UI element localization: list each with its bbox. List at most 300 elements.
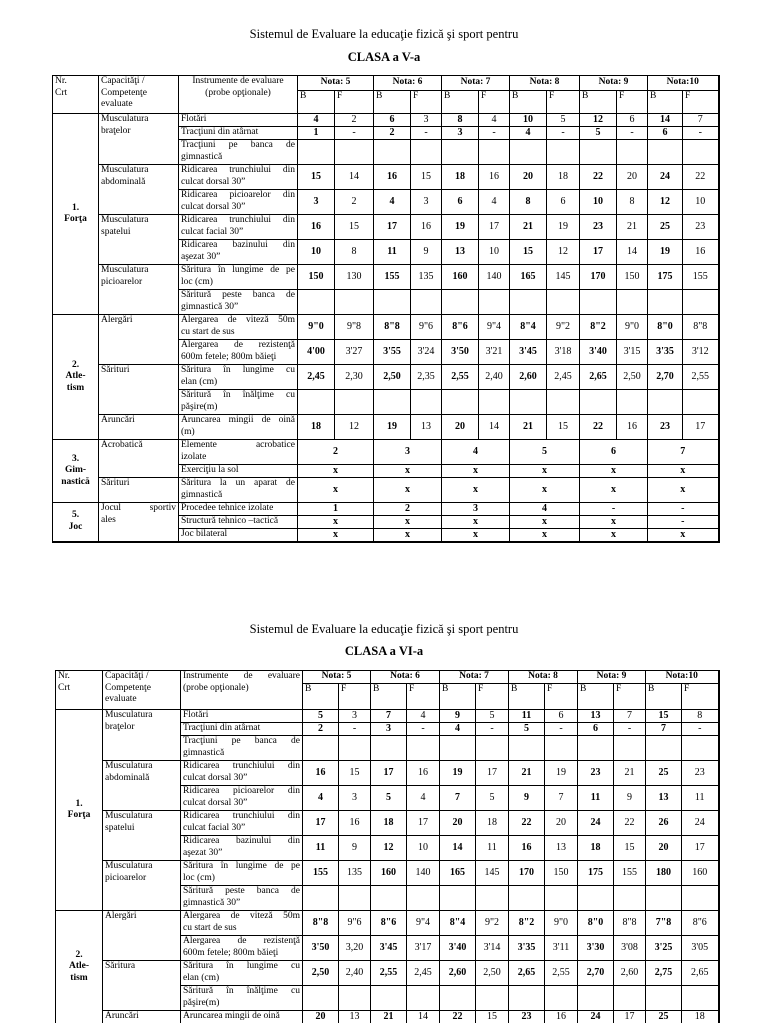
instrument-cell [179,190,298,215]
score-b-cell: 17 [303,811,339,836]
score-b-cell: 15 [298,165,335,190]
score-f-cell [547,140,580,165]
score-f-cell: 13 [545,836,578,861]
score-b-cell: 6 [374,114,411,127]
capacity-label: braţelor [101,125,131,136]
capacity-label: spatelui [105,822,135,833]
capacity-cell [99,165,179,215]
score-f-cell: 15 [614,836,646,861]
score-b-cell: 13 [646,786,682,811]
header-f: F [335,91,374,114]
instrument-cell [181,861,303,886]
score-f-cell: 9"2 [476,911,509,936]
instrument-text: Flotări [183,710,209,720]
instrument-text: culcat dorsal 30” [183,797,248,808]
instrument-text: Flotări [181,114,207,124]
score-f-cell [407,986,440,1011]
score-f-cell: 8 [682,710,719,723]
score-b-cell [298,390,335,415]
header-b: B [646,684,682,710]
score-cell-merged: - [648,516,719,529]
header-f: F [411,91,442,114]
instrument-text: Ridicarea picioarelor din [181,190,295,200]
score-f-cell: 140 [479,265,510,290]
score-b-cell: 20 [442,415,479,440]
instrument-text: Elemente acrobatice [181,440,295,450]
instrument-text: gimnastică [183,747,225,758]
instrument-text: elan (cm) [183,972,220,983]
evaluation-table [55,670,720,1023]
score-cell-merged: 4 [442,440,510,465]
score-f-cell: 10 [407,836,440,861]
score-b-cell: 8"2 [509,911,545,936]
score-b-cell: 3'50 [442,340,479,365]
table-row [53,114,719,127]
evaluation-table-class-5 [52,75,720,543]
score-b-cell [371,886,407,911]
instrument-text: cu start de sus [181,326,235,337]
score-b-cell: 13 [442,240,479,265]
instrument-text: Alergarea de rezistenţă [181,340,295,350]
score-b-cell [580,290,617,315]
capacity-label: Musculatura [101,114,149,124]
instrument-cell [179,140,298,165]
instrument-text: Săritură peste banca de [183,886,300,896]
score-cell-merged: x [580,529,648,542]
section-label: Gim- [64,465,87,476]
score-b-cell: 20 [510,165,547,190]
score-f-cell: 16 [411,215,442,240]
score-b-cell: 15 [646,710,682,723]
capacity-label: Musculatura [105,710,153,720]
score-f-cell [545,736,578,761]
score-f-cell: 10 [479,240,510,265]
score-b-cell [648,290,683,315]
score-f-cell: 16 [407,761,440,786]
score-cell-merged: x [648,478,719,503]
instrument-text: elan (cm) [181,376,218,387]
score-b-cell: 4'00 [298,340,335,365]
score-b-cell: 5 [509,723,545,736]
instrument-text: culcat facial 30” [181,226,244,237]
score-b-cell [509,736,545,761]
instrument-cell [179,215,298,240]
score-f-cell: 8"8 [614,911,646,936]
score-f-cell: 16 [683,240,719,265]
score-b-cell: 5 [303,710,339,723]
score-f-cell: 19 [547,215,580,240]
score-f-cell: 17 [614,1011,646,1023]
table-row [53,165,719,190]
score-b-cell: 14 [440,836,476,861]
score-b-cell: 25 [646,761,682,786]
score-f-cell: 17 [479,215,510,240]
score-b-cell: 18 [298,415,335,440]
header-nr [53,76,99,114]
section-label: 3. [71,453,80,464]
score-f-cell [617,290,648,315]
table-row [53,503,719,516]
score-f-cell: - [683,127,719,140]
capacity-cell [99,440,179,478]
score-b-cell: 7"8 [646,911,682,936]
section-cell [53,315,99,440]
instrument-cell [181,986,303,1011]
score-f-cell [682,986,719,1011]
header-instrument-line: Instrumente de evaluare [183,671,300,681]
instrument-text: 600m fetele; 800m băieţi [181,351,277,362]
score-f-cell: 17 [407,811,440,836]
score-b-cell: 22 [580,165,617,190]
score-f-cell: - [407,723,440,736]
score-f-cell: 2,60 [614,961,646,986]
section-label: Forţa [64,214,87,224]
capacity-label: Alergări [105,911,137,921]
score-f-cell: 2,35 [411,365,442,390]
capacity-cell [99,114,179,165]
score-cell-merged: x [648,465,719,478]
header-f: F [682,684,719,710]
score-f-cell [617,140,648,165]
instrument-text: aşezat 30” [181,251,221,262]
score-b-cell: 2 [374,127,411,140]
score-b-cell: 10 [510,114,547,127]
capacity-cell [103,961,181,1011]
capacity-label: Alergări [101,315,133,325]
score-b-cell [580,390,617,415]
capacity-label: Jocul sportiv [101,503,176,513]
score-f-cell: 9"6 [339,911,371,936]
capacity-cell [99,265,179,315]
instrument-cell [179,165,298,190]
score-b-cell: 2,55 [442,365,479,390]
score-f-cell: 9"8 [335,315,374,340]
score-f-cell [547,290,580,315]
capacity-cell [103,811,181,861]
instrument-cell [179,315,298,340]
score-f-cell [614,986,646,1011]
score-f-cell [614,886,646,911]
instrument-text: Ridicarea bazinului din [183,836,300,846]
header-b: B [374,91,411,114]
capacity-cell [103,761,181,811]
score-f-cell: 9"4 [479,315,510,340]
score-b-cell: 3 [371,723,407,736]
score-b-cell: 8"6 [442,315,479,340]
header-f: F [617,91,648,114]
score-b-cell: 8"0 [578,911,614,936]
capacity-cell [99,215,179,265]
score-cell-merged: x [374,465,442,478]
capacity-label: braţelor [105,721,135,732]
score-f-cell: 135 [339,861,371,886]
score-cell-merged: 6 [580,440,648,465]
score-f-cell: 4 [479,190,510,215]
score-f-cell: 2,40 [479,365,510,390]
score-f-cell [479,290,510,315]
header-b: B [510,91,547,114]
score-f-cell: 17 [682,836,719,861]
header-nota: Nota: 5 [303,671,371,684]
instrument-text: loc (cm) [183,872,215,883]
score-b-cell: 20 [440,811,476,836]
capacity-label: picioarelor [105,872,147,883]
section-label: Atle- [65,371,86,382]
score-b-cell: 23 [580,215,617,240]
instrument-text: Săritura în lungime cu [183,961,300,971]
score-b-cell: 18 [578,836,614,861]
score-b-cell [509,986,545,1011]
score-f-cell: 21 [614,761,646,786]
instrument-cell [179,465,298,478]
score-f-cell: 3'27 [335,340,374,365]
instrument-cell [179,240,298,265]
score-b-cell: 6 [578,723,614,736]
document-title: Sistemul de Evaluare la educaţie fizică şi sport pentru [249,27,519,41]
header-nota: Nota: 7 [440,671,509,684]
header-b: B [580,91,617,114]
score-b-cell [371,986,407,1011]
score-f-cell: 14 [617,240,648,265]
score-f-cell [479,140,510,165]
table-row [56,1011,719,1023]
header-b: B [298,91,335,114]
score-cell-merged: x [298,529,374,542]
score-cell-merged: x [648,529,719,542]
score-b-cell: 5 [371,786,407,811]
instrument-text: păşire(m) [181,401,218,412]
score-f-cell: 2,65 [682,961,719,986]
score-b-cell: 3 [298,190,335,215]
instrument-text: Aruncarea mingii de oină [183,1011,280,1021]
score-cell-merged: x [580,465,648,478]
score-f-cell [335,390,374,415]
score-b-cell: 2,70 [648,365,683,390]
score-b-cell [442,390,479,415]
score-f-cell: 2,55 [683,365,719,390]
table-row [53,478,719,503]
score-b-cell: 3'25 [646,936,682,961]
class-title: CLASA a VI-a [344,644,424,658]
score-f-cell [614,736,646,761]
score-b-cell [510,390,547,415]
score-f-cell: 4 [407,786,440,811]
score-f-cell: - [411,127,442,140]
table-row [53,415,719,440]
score-f-cell: 21 [617,215,648,240]
capacity-cell [99,365,179,415]
score-b-cell: 3'30 [578,936,614,961]
score-f-cell: 155 [683,265,719,290]
score-f-cell [547,390,580,415]
score-f-cell: 17 [683,415,719,440]
instrument-text: Săritură peste banca de [181,290,295,300]
score-b-cell: 2,50 [303,961,339,986]
score-b-cell: 165 [510,265,547,290]
score-b-cell: 170 [580,265,617,290]
score-b-cell: 11 [303,836,339,861]
score-b-cell: 25 [646,1011,682,1023]
score-cell-merged: x [298,516,374,529]
score-cell-merged: x [580,516,648,529]
header-nr-line: Nr. [58,671,70,681]
score-f-cell: 150 [617,265,648,290]
table-row [53,365,719,390]
score-b-cell: 3'45 [371,936,407,961]
score-b-cell [374,140,411,165]
score-f-cell: 15 [411,165,442,190]
score-f-cell: 3'14 [476,936,509,961]
score-f-cell: 2 [335,114,374,127]
score-b-cell: 24 [578,1011,614,1023]
score-f-cell: 12 [335,415,374,440]
capacity-label: Musculatura [105,761,153,771]
score-b-cell [646,886,682,911]
score-cell-merged: 4 [510,503,580,516]
instrument-cell [181,723,303,736]
table-row [53,440,719,465]
score-b-cell: 18 [371,811,407,836]
score-b-cell: 17 [580,240,617,265]
header-nota: Nota:10 [648,76,719,91]
score-f-cell: 10 [683,190,719,215]
section-label: tism [66,382,85,393]
score-f-cell: 22 [614,811,646,836]
instrument-text: culcat dorsal 30” [183,772,248,783]
score-f-cell: 15 [547,415,580,440]
score-b-cell [440,736,476,761]
score-f-cell: 6 [617,114,648,127]
instrument-text: Exerciţiu la sol [181,465,239,475]
score-b-cell: 8"8 [374,315,411,340]
header-nota: Nota: 9 [580,76,648,91]
score-f-cell: 5 [476,710,509,723]
score-b-cell: 7 [646,723,682,736]
section-cell [53,114,99,315]
section-cell [56,710,103,911]
score-b-cell: 19 [374,415,411,440]
score-b-cell: 8 [510,190,547,215]
score-cell-merged: x [374,516,442,529]
score-f-cell: 2,50 [617,365,648,390]
score-b-cell: 22 [440,1011,476,1023]
score-b-cell: 2,45 [298,365,335,390]
score-f-cell: 15 [335,215,374,240]
section-cell [53,440,99,503]
score-f-cell: 8"6 [682,911,719,936]
capacity-label: Musculatura [101,215,149,225]
header-b: B [303,684,339,710]
score-f-cell [545,886,578,911]
score-b-cell [646,736,682,761]
instrument-cell [179,503,298,516]
instrument-text: izolate [181,451,207,462]
header-nota: Nota: 9 [578,671,646,684]
table-row [56,961,719,986]
score-cell-merged: 1 [298,503,374,516]
score-cell-merged: - [648,503,719,516]
score-b-cell: 8"4 [440,911,476,936]
header-nr-line: Crt [55,87,68,98]
score-b-cell: 12 [648,190,683,215]
section-label: 1. [75,798,83,809]
score-f-cell [339,886,371,911]
score-f-cell [407,736,440,761]
score-b-cell [578,886,614,911]
instrument-cell [179,529,298,542]
score-f-cell: 8 [335,240,374,265]
score-b-cell: 7 [440,786,476,811]
instrument-cell [181,936,303,961]
instrument-text: gimnastică 30” [181,301,239,312]
instrument-cell [181,911,303,936]
score-b-cell [303,886,339,911]
header-capacity [99,76,179,114]
score-f-cell: 16 [617,415,648,440]
score-b-cell: 4 [374,190,411,215]
header-capacity-line: Competenţe [105,682,151,693]
score-b-cell: 21 [371,1011,407,1023]
score-f-cell: 12 [547,240,580,265]
score-f-cell: 4 [407,710,440,723]
score-f-cell: 3 [339,786,371,811]
score-cell-merged: x [510,529,580,542]
score-f-cell: 9"2 [547,315,580,340]
score-f-cell: 8"8 [683,315,719,340]
score-f-cell: 3'12 [683,340,719,365]
instrument-text: Ridicarea trunchiului din [183,761,300,771]
score-f-cell [476,886,509,911]
instrument-text: Tracţiuni din atârnat [181,127,259,137]
score-f-cell: 3 [339,710,371,723]
capacity-label: ales [101,514,116,525]
score-f-cell: 9"0 [617,315,648,340]
score-f-cell: 9"6 [411,315,442,340]
score-f-cell: 3,20 [339,936,371,961]
score-f-cell [683,140,719,165]
score-f-cell: - [617,127,648,140]
score-cell-merged: x [442,516,510,529]
score-f-cell: - [476,723,509,736]
instrument-cell [179,114,298,127]
capacity-cell [99,415,179,440]
score-b-cell: 5 [580,127,617,140]
table-body [53,76,719,542]
score-f-cell: 7 [614,710,646,723]
instrument-cell [179,365,298,390]
score-f-cell: 155 [614,861,646,886]
table-row [56,710,719,723]
score-b-cell: 2,65 [580,365,617,390]
score-b-cell: 10 [580,190,617,215]
score-f-cell: 9"4 [407,911,440,936]
header-capacity-line: Capacităţi / [105,671,149,681]
instrument-text: culcat dorsal 30” [181,201,246,212]
score-cell-merged: 3 [442,503,510,516]
score-f-cell: 19 [545,761,578,786]
instrument-cell [181,886,303,911]
score-f-cell: - [614,723,646,736]
score-f-cell: - [339,723,371,736]
score-b-cell: 4 [303,786,339,811]
score-b-cell: 2,60 [510,365,547,390]
score-b-cell: 2,60 [440,961,476,986]
instrument-text: culcat facial 30” [183,822,246,833]
score-b-cell: 23 [578,761,614,786]
header-nota: Nota:10 [646,671,719,684]
instrument-cell [181,811,303,836]
score-b-cell [440,886,476,911]
